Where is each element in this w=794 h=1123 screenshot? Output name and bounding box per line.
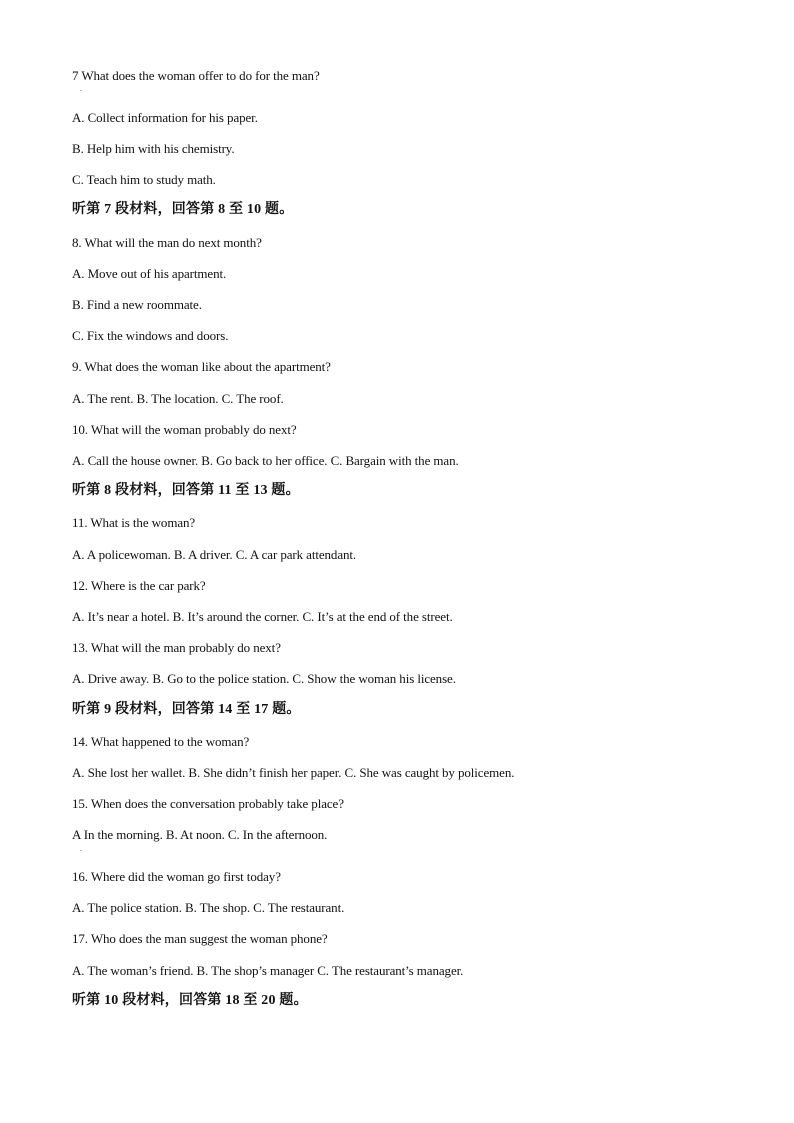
q8-option-a: A. Move out of his apartment.	[72, 266, 227, 281]
q12-options: A. It’s near a hotel. B. It’s around the corner. C. It’s at the end of the street.	[72, 609, 453, 624]
question-8-stem: 8. What will the man do next month?	[72, 235, 262, 250]
stray-dot: .	[80, 84, 82, 93]
q11-options: A. A policewoman. B. A driver. C. A car park attendant.	[72, 547, 357, 562]
section-heading-10: 听第 10 段材料，回答第 18 至 20 题。	[72, 993, 308, 1008]
q9-options: A. The rent. B. The location. C. The roof.	[72, 391, 284, 406]
q7-option-a: A. Collect information for his paper.	[72, 110, 258, 125]
question-11-stem: 11. What is the woman?	[72, 515, 196, 530]
q15-options: A In the morning. B. At noon. C. In the afternoon.	[72, 827, 328, 842]
section-heading-8: 听第 8 段材料，回答第 11 至 13 题。	[72, 483, 300, 498]
q13-options: A. Drive away. B. Go to the police station. C. Show the woman his license.	[72, 671, 456, 686]
stray-dot: .	[80, 844, 82, 853]
question-13-stem: 13. What will the man probably do next?	[72, 640, 281, 655]
q7-option-c: C. Teach him to study math.	[72, 172, 216, 187]
question-12-stem: 12. Where is the car park?	[72, 578, 206, 593]
q17-options: A. The woman’s friend. B. The shop’s manager C. The restaurant’s manager.	[72, 963, 464, 978]
question-15-stem: 15. When does the conversation probably take place?	[72, 796, 344, 811]
question-14-stem: 14. What happened to the woman?	[72, 734, 250, 749]
section-heading-9: 听第 9 段材料，回答第 14 至 17 题。	[72, 702, 301, 717]
q7-option-b: B. Help him with his chemistry.	[72, 141, 235, 156]
q10-options: A. Call the house owner. B. Go back to her office. C. Bargain with the man.	[72, 453, 459, 468]
question-17-stem: 17. Who does the man suggest the woman phone?	[72, 931, 328, 946]
section-heading-7: 听第 7 段材料，回答第 8 至 10 题。	[72, 202, 294, 217]
question-16-stem: 16. Where did the woman go first today?	[72, 869, 281, 884]
q14-options: A. She lost her wallet. B. She didn’t finish her paper. C. She was caught by policemen.	[72, 765, 515, 780]
question-10-stem: 10. What will the woman probably do next?	[72, 422, 297, 437]
q8-option-c: C. Fix the windows and doors.	[72, 328, 229, 343]
q8-option-b: B. Find a new roommate.	[72, 297, 202, 312]
question-9-stem: 9. What does the woman like about the apartment?	[72, 359, 331, 374]
q16-options: A. The police station. B. The shop. C. The restaurant.	[72, 900, 345, 915]
question-7-stem: 7 What does the woman offer to do for the man?	[72, 68, 320, 83]
